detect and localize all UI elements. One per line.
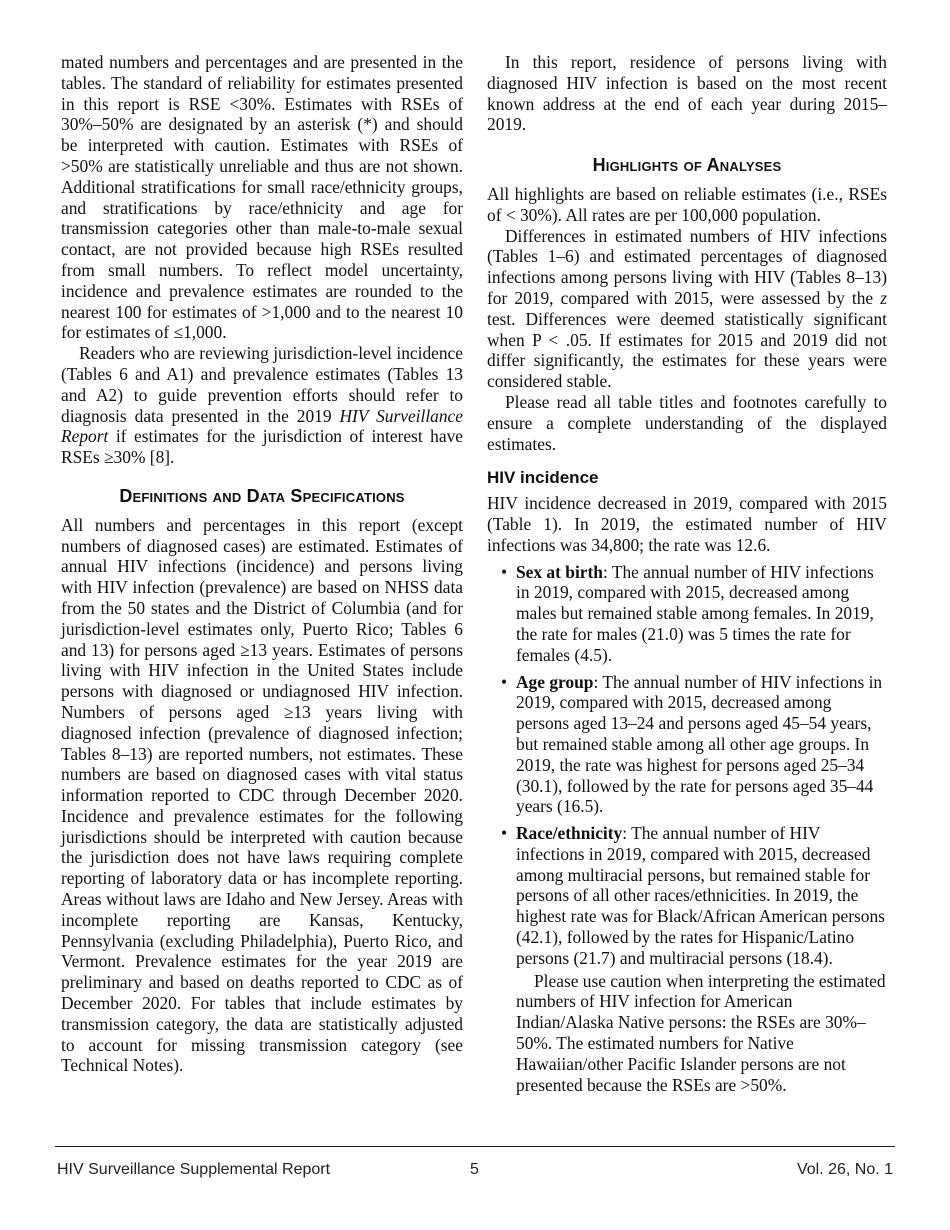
bullet-icon: • (501, 561, 508, 582)
footer-page-number: 5 (470, 1161, 479, 1178)
bullet-icon: • (501, 823, 508, 844)
highlights-list (487, 562, 887, 969)
left-column (61, 52, 463, 1076)
paragraph-differences: Differences in estimated numbers of HIV infections (Tables 1–6) and estimated percentages of diagnosed infections among persons living with HIV (Tables 8–13) for 2019, compared with 2015, were assessed by the z test. Differences were deemed statistically significant when P < .05. If estimates for 2015 and 2019 did not differ significantly, the estimates for these years were considered stable. (487, 225, 887, 392)
paragraph-residence: In this report, residence of persons living with diagnosed HIV infection is based on the most recent known address at the end of each year during 2015–2019. (487, 52, 887, 135)
section-heading-highlights: Highlights of Analyses (592, 155, 782, 176)
list-item-sex: • Sex at birth: The annual number of HIV infections in 2019, compared with 2015, decreased among males but remained stable among females. In 2019, the rate for males (21.0) was 5 times the rate for females (4.5). (501, 561, 874, 665)
paragraph-jurisdiction: Readers who are reviewing jurisdiction-level incidence (Tables 6 and A1) and prevalence estimates (Tables 13 and A2) to guide prevention efforts should refer to diagnosis data presented in the 2019 HIV Surveillance Report if estimates for the jurisdiction of interest have RSEs ≥30% [8]. (61, 343, 463, 468)
footer-volume: Vol. 26, No. 1 (796, 1161, 893, 1178)
bullet-icon: • (501, 671, 508, 692)
footer-divider (55, 1146, 895, 1147)
subheading-hiv-incidence: HIV incidence (487, 468, 599, 488)
paragraph-incidence: HIV incidence decreased in 2019, compared with 2015 (Table 1). In 2019, the estimated number of HIV infections was 34,800; the rate was 12.6. (487, 493, 887, 555)
paragraph-highlights-intro: All highlights are based on reliable estimates (i.e., RSEs of < 30%). All rates are per 100,000 population. (487, 183, 887, 225)
footer-report-title: HIV Surveillance Supplemental Report (57, 1161, 331, 1178)
list-item-age: • Age group: The annual number of HIV infections in 2019, compared with 2015, decreased among persons aged 13–24 and persons aged 45–54 years, but remained stable among all other age groups. In 2019, the rate was highest for persons aged 25–34 (30.1), followed by the rate for persons aged 35–44 years (16.5). (501, 671, 883, 817)
section-heading-definitions: Definitions and Data Specifications (119, 485, 405, 506)
paragraph-definitions: All numbers and percentages in this report (except numbers of diagnosed cases) are estimated. Estimates of annual HIV infections (incidence) and persons living with HIV infection (prevalence) are based on NHSS data from the 50 states and the District of Columbia (and for jurisdiction-level estimates only, Puerto Rico; Tables 6 and 13) for persons aged ≥13 years. Estimates of persons living with HIV infection in the United States include persons with diagnosed or undiagnosed HIV infection. Numbers of persons aged ≥13 years living with diagnosed infection (prevalence of diagnosed infection; Tables 8–13) are reported numbers, not estimates. These numbers are based on diagnosed cases with vital status information reported to CDC through December 2020. Incidence and prevalence estimates for the following jurisdictions should be interpreted with caution because the jurisdiction does not have laws requiring complete reporting of laboratory data or has incomplete reporting. Areas without laws are Idaho and New Jersey. Areas with incomplete reporting are Kansas, Kentucky, Pennsylvania (excluding Philadelphia), Puerto Rico, and Vermont. Prevalence estimates for the year 2019 are preliminary and based on deaths reported to CDC as of December 2020. For tables that include estimates by transmission category, the data are statistically adjusted to account for missing transmission category (see Technical Notes). (61, 514, 463, 1076)
paragraph-caution: Please use caution when interpreting the estimated numbers of HIV infection for American Indian/Alaska Native persons: the RSEs are 30%–50%. The estimated numbers for Native Hawaiian/other Pacific Islander persons are not presented because the RSEs are >50%. (516, 970, 886, 1095)
right-column (487, 52, 887, 1095)
paragraph-reliability: mated numbers and percentages and are presented in the tables. The standard of reliability for estimates presented in this report is RSE <30%. Estimates with RSEs of 30%–50% are designated by an asterisk (*) and should be interpreted with caution. Estimates with RSEs of >50% are statistically unreliable and thus are not shown. Additional stratifications for small race/ethnicity groups, and stratifications by race/ethnicity and age for transmission categories other than male-to-male sexual contact, are not provided because high RSEs resulted from small numbers. To reflect model uncertainty, incidence and prevalence estimates are rounded to the nearest 100 for estimates of >1,000 and to the nearest 10 for estimates of ≤1,000. (61, 52, 463, 343)
paragraph-read-titles: Please read all table titles and footnotes carefully to ensure a complete understanding of the displayed estimates. (487, 391, 887, 454)
list-item-race: • Race/ethnicity: The annual number of HIV infections in 2019, compared with 2015, decreased among multiracial persons, but remained stable for persons of all other races/ethnicities. In 2019, the highest rate was for Black/African American persons (42.1), followed by the rates for Hispanic/Latino persons (21.7) and multiracial persons (18.4). (501, 823, 885, 968)
